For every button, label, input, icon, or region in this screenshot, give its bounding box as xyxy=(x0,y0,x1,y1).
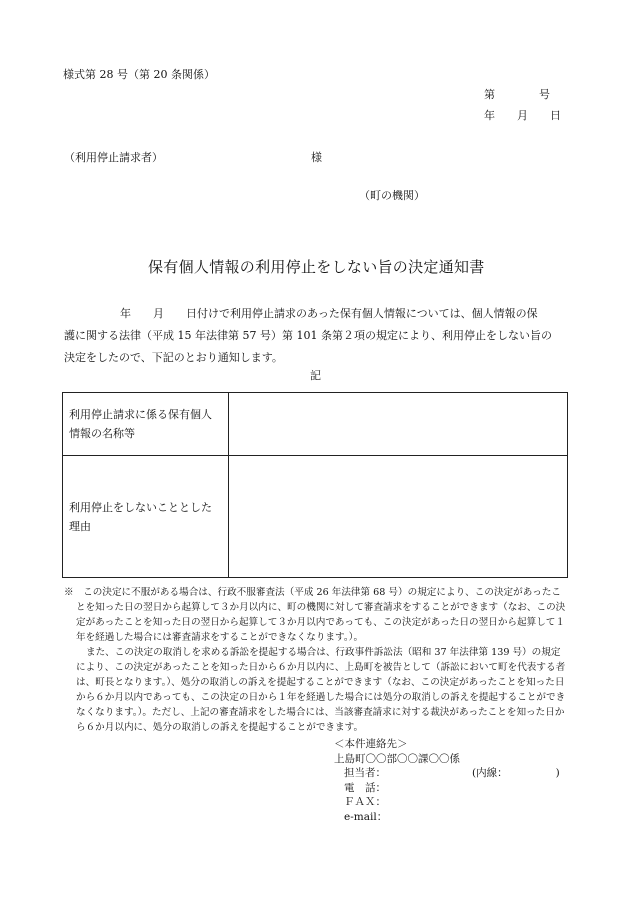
person-label: 担当者： xyxy=(344,767,386,779)
notes-section xyxy=(64,585,570,735)
fax-label: ＦＡＸ： xyxy=(344,796,386,808)
document-number: 第 号 xyxy=(484,88,550,101)
extension-label: (内線： xyxy=(472,767,508,779)
note-lawsuit: また、この決定の取消しを求める訴訟を提起する場合は、行政事件訴訟法（昭和 37 年法律第 139 号）の規定により、この決定があったことを知った日から６か月以内に、上島町を被告として（訴訟において町を代表する者は、町長となります。）、処分の取消しの訴えを提起することができます（なお、この決定があったことを知った日から６か月以内であっても、この決定の日から１年を経過した場合には処分の取消しの訴えを提起することができなくなります。）。ただし、上記の審査請求をした場合には、当該審査請求に対する裁決があったことを知った日から６か月以内に、処分の取消しの訴えを提起することができます。 xyxy=(76,647,566,733)
table-row xyxy=(63,456,568,578)
recipient-label: （利用停止請求者） xyxy=(64,151,163,164)
honorific: 様 xyxy=(311,151,322,164)
contact-person-row xyxy=(334,766,560,781)
email-label: e-mail： xyxy=(344,810,388,823)
contact-block xyxy=(334,737,560,824)
contact-heading: ＜本件連絡先＞ xyxy=(334,738,408,750)
table-row xyxy=(63,393,568,456)
row-label-reason: 利用停止をしないこととした 理由 xyxy=(63,456,229,578)
extension-close: ) xyxy=(555,767,560,779)
contact-email-row xyxy=(334,810,560,825)
row-value-reason[interactable] xyxy=(229,456,568,578)
row-value-info-name[interactable] xyxy=(229,393,568,456)
note-appeal: ※ この決定に不服がある場合は、行政不服審査法（平成 26 年法律第 68 号）の規定により、この決定があったことを知った日の翌日から起算して３か月以内に、町の機関に対して審査請求をすることができます（なお、この決定があったことを知った日の翌日から起算して３か月以内であっても、この決定があった日の翌日から起算して１年を経過した場合には審査請求をすることができなくなります。）。 xyxy=(64,587,566,643)
body-line-3: 決定をしたので、下記のとおり通知します。 xyxy=(64,351,283,364)
body-line-2: 護に関する法律（平成 15 年法律第 57 号）第 101 条第２項の規定により、利用停止をしない旨の xyxy=(64,329,552,342)
contact-department: 上島町〇〇部〇〇課〇〇係 xyxy=(334,752,460,765)
issue-date: 年 月 日 xyxy=(484,109,561,122)
body-line-1: 年 月 日付けで利用停止請求のあった保有個人情報については、個人情報の保 xyxy=(120,307,538,320)
issuer-label: （町の機関） xyxy=(359,189,425,202)
contact-fax-row xyxy=(334,795,560,810)
body-paragraph xyxy=(64,303,569,369)
form-number: 様式第 28 号（第 20 条関係） xyxy=(63,68,215,81)
document-title: 保有個人情報の利用停止をしない旨の決定通知書 xyxy=(148,258,485,276)
row-label-info-name: 利用停止請求に係る保有個人 情報の名称等 xyxy=(63,393,229,456)
ki-mark: 記 xyxy=(310,369,321,382)
info-table xyxy=(62,392,568,578)
phone-label: 電 話： xyxy=(344,781,386,794)
contact-phone-row xyxy=(334,781,560,796)
